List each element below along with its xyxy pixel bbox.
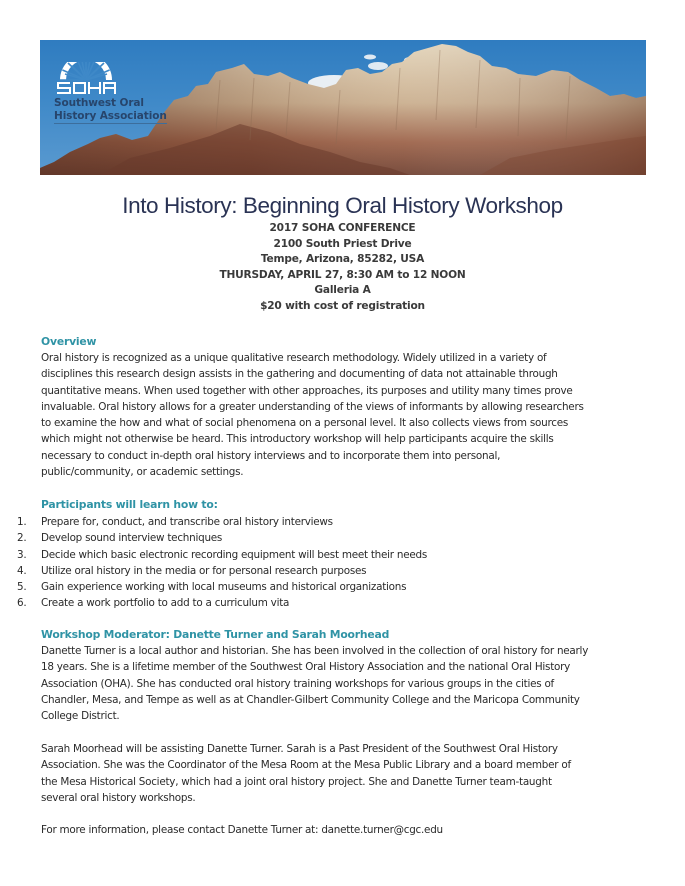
overview-heading: Overview bbox=[41, 335, 97, 348]
contact-line bbox=[41, 822, 661, 838]
list-text: Create a work portfolio to add to a curriculum vita bbox=[41, 597, 290, 610]
list-text: Utilize oral history in the media or for personal research purposes bbox=[41, 564, 367, 577]
bio-line: Sarah Moorhead will be assisting Danette Turner. Sarah is a Past President of the Southwest Oral History bbox=[41, 743, 558, 755]
event-details bbox=[0, 221, 685, 315]
bio-line: Danette Turner is a local author and historian. She has been involved in the collection of oral history for nearly bbox=[41, 645, 589, 657]
org-name-line2: History Association bbox=[54, 110, 167, 125]
event-room: Galleria A bbox=[314, 284, 371, 297]
moderator-bio-sarah bbox=[41, 741, 661, 806]
overview-line: necessary to conduct in-depth oral history interviews and to incorporate them into personal, bbox=[41, 449, 501, 462]
header-banner bbox=[40, 40, 646, 175]
overview-line: public/community, or academic settings. bbox=[41, 466, 244, 479]
learn-heading: Participants will learn how to: bbox=[41, 498, 218, 511]
list-item bbox=[0, 595, 427, 611]
moderator-bio-danette bbox=[41, 643, 661, 724]
event-conference: 2017 SOHA CONFERENCE bbox=[269, 222, 416, 234]
list-item bbox=[0, 563, 427, 579]
bio-line: several oral history workshops. bbox=[41, 791, 196, 804]
list-number: 1. bbox=[17, 516, 27, 528]
list-number: 5. bbox=[17, 581, 27, 594]
bio-line: the Mesa Historical Society, which had a joint oral history project. She and Danette Turner team-taught bbox=[41, 775, 552, 788]
overview-line: disciplines this research design assists in the gathering and documenting of data not attainable through bbox=[41, 368, 558, 381]
bio-line: Chandler, Mesa, and Tempe as well as at Chandler-Gilbert Community College and the Maricopa Community bbox=[41, 693, 580, 706]
bio-line: College District. bbox=[41, 710, 120, 723]
org-name-line1: Southwest Oral bbox=[54, 97, 144, 109]
soha-sunburst-logo bbox=[54, 62, 118, 96]
list-item bbox=[0, 530, 427, 546]
list-text: Prepare for, conduct, and transcribe oral history interviews bbox=[41, 516, 333, 528]
page-title: Into History: Beginning Oral History Workshop bbox=[122, 193, 563, 218]
list-item bbox=[0, 579, 427, 595]
list-item bbox=[0, 547, 427, 563]
list-number: 2. bbox=[17, 532, 27, 545]
bio-line: Association (OHA). She has conducted oral history training workshops for various groups in the cities of bbox=[41, 677, 554, 690]
event-city: Tempe, Arizona, 85282, USA bbox=[260, 253, 425, 266]
list-number: 4. bbox=[17, 564, 27, 577]
contact-text: For more information, please contact Danette Turner at: bbox=[41, 824, 322, 836]
moderator-heading: Workshop Moderator: Danette Turner and Sarah Moorhead bbox=[41, 628, 390, 641]
overview-line: to examine the how and what of social phenomena on a personal level. It also collects views from sources bbox=[41, 417, 569, 430]
bio-line: Association. She was the Coordinator of the Mesa Room at the Mesa Public Library and a board member of bbox=[41, 759, 571, 772]
list-item bbox=[0, 514, 427, 530]
overview-line: invaluable. Oral history allows for a greater understanding of the views of informants by allowing researchers bbox=[41, 400, 584, 413]
event-price: $20 with cost of registration bbox=[260, 299, 425, 312]
bio-line: 18 years. She is a lifetime member of the Southwest Oral History Association and the national Oral History bbox=[41, 661, 571, 674]
cloud bbox=[364, 55, 376, 60]
list-text: Develop sound interview techniques bbox=[41, 532, 223, 545]
list-text: Gain experience working with local museums and historical organizations bbox=[41, 581, 407, 594]
list-number: 3. bbox=[17, 548, 27, 561]
event-address: 2100 South Priest Drive bbox=[273, 237, 412, 250]
contact-email-link[interactable]: danette.turner@cgc.edu bbox=[321, 824, 443, 836]
overview-line: quantitative means. When used together with other approaches, its purposes and utility many times prove bbox=[41, 384, 573, 397]
organization-name bbox=[54, 97, 194, 124]
soha-logo bbox=[54, 62, 194, 124]
event-datetime: THURSDAY, APRIL 27, 8:30 AM to 12 NOON bbox=[219, 268, 466, 281]
list-text: Decide which basic electronic recording equipment will best meet their needs bbox=[41, 548, 427, 561]
cloud bbox=[368, 62, 388, 70]
overview-paragraph bbox=[41, 350, 661, 480]
learning-objectives-list bbox=[0, 514, 427, 612]
list-number: 6. bbox=[17, 597, 27, 610]
overview-line: Oral history is recognized as a unique qualitative research methodology. Widely utilized in a variety of bbox=[41, 352, 547, 364]
overview-line: which might not otherwise be heard. This introductory workshop will help participants acquire the skills bbox=[41, 433, 554, 446]
